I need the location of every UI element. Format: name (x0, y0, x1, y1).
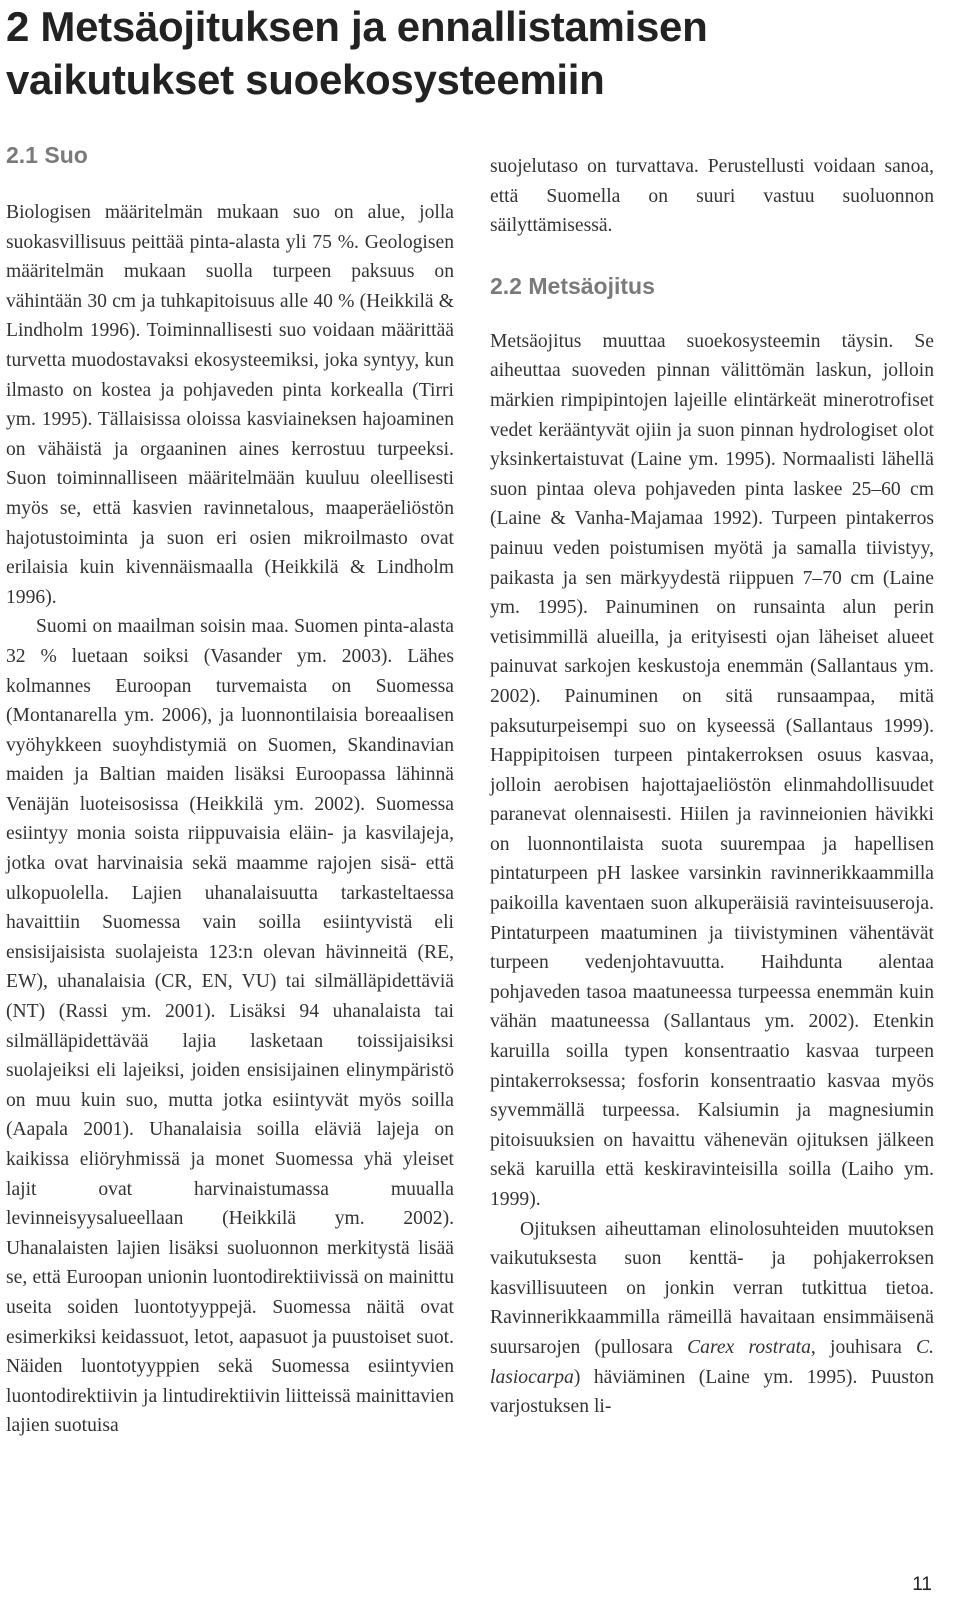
species-name: Carex rostrata (687, 1336, 811, 1358)
paragraph: suojelutaso on turvattava. Perustellusti voidaan sanoa, että Suomella on suuri vastuu suoluonnon säilyttämisessä. (490, 156, 934, 237)
text-span: , jouhisara (810, 1336, 917, 1358)
text-span: Ojituksen aiheuttaman elinolosuhteiden muutoksen vaikutuksesta suon kenttä- ja pohjakerroksen kasvillisuuteen on jonkin verran tutkittua tietoa. Ravinnerikkaammilla rämeillä havaitaan ensimmäisenä suursarojen (pullosara (490, 1218, 934, 1358)
paragraph: Suomi on maailman soisin maa. Suomen pinta-alasta 32 % luetaan soiksi (Vasander ym. 2003). Lähes kolmannes Euroopan turvemaista on Suomessa (Montanarella ym. 2006), ja luonnontilaisia boreaalisen vyöhykkeen suoyhdistymiä on Suomen, Skandinavian maiden ja Baltian maiden lisäksi Euroopassa lähinnä Venäjän luoteisosissa (Heikkilä ym. 2002). Suomessa esiintyy monia soista riippuvaisia eläin- ja kasvilajeja, jotka ovat harvinaisia sekä maamme rajojen sisä- että ulkopuolella. Lajien uhanalaisuutta tarkasteltaessa havaittiin Suomessa vain soilla esiintyvistä eli ensisijaisista suolajeista 123:n olevan hävinneitä (RE, EW), uhanalaisia (CR, EN, VU) tai silmälläpidettäviä (NT) (Rassi ym. 2001). Lisäksi 94 uhanalaista tai silmälläpidettävää lajia lasketaan toissijaisiksi suolajeiksi eli lajeiksi, joiden ensisijainen elinympäristö on muu kuin suo, mutta jotka esiintyvät myös soilla (Aapala 2001). Uhanalaisia soilla eläviä lajeja on kaikissa eliöryhmissä ja monet Suomessa yhä yleiset lajit ovat harvinaistumassa muualla levinneisyysalueellaan (Heikkilä ym. 2002). Uhanalaisten lajien lisäksi suoluonnon merkitystä lisää se, että Euroopan unionin luontodirektiivissä on mainittu useita soiden luontotyyppejä. Suomessa näitä ovat esimerkiksi keidassuot, letot, aapasuot ja puustoiset suot. Näiden luontotyyppien sekä Suomessa esiintyvien luontodirektiivin ja lintudirektiivin liitteissä mainittavien lajien suotuisa (6, 616, 454, 1437)
page-number: 11 (912, 1574, 932, 1595)
right-column (490, 152, 934, 1422)
left-column (6, 140, 454, 1441)
paragraph: Biologisen määritelmän mukaan suo on alue, jolla suokasvillisuus peittää pinta-alasta yli 75 %. Geologisen määritelmän mukaan suolla turpeen paksuus on vähintään 30 cm ja tuhkapitoisuus alle 40 % (Heikkilä & Lindholm 1996). Toiminnallisesti suo voidaan määrittää turvetta muodostavaksi ekosysteemiksi, joka syntyy, kun ilmasto on kostea ja pohjaveden pinta korkealla (Tirri ym. 1995). Tällaisissa oloissa kasviaineksen hajoaminen on vähäistä ja orgaaninen aines kerrostuu turpeeksi. Suon toiminnalliseen määritelmään kuuluu oleellisesti myös se, että kasvien ravinnetalous, maaperäeliöstön hajotustoiminta ja suon eri osien mikroilmasto ovat erilaisia kuin kivennäismaalla (Heikkilä & Lindholm 1996). (6, 202, 454, 608)
text-span: ) häviäminen (Laine ym. 1995). Puuston varjostuksen li- (490, 1366, 934, 1418)
species-name: C. lasiocarpa (490, 1336, 934, 1388)
section-heading-metsaojitus: 2.2 Metsäojitus (490, 272, 655, 299)
paragraph (490, 1215, 934, 1422)
paragraph: Metsäojitus muuttaa suoekosysteemin täysin. Se aiheuttaa suoveden pinnan välittömän laskun, jolloin märkien rimpipintojen lajeille elintärkeät minerotrofiset vedet kerääntyvät ojiin ja suon pinnan hydrologiset olot yksinkertaistuvat (Laine ym. 1995). Normaalisti lähellä suon pintaa oleva pohjaveden pinta laskee 25–60 cm (Laine & Vanha-Majamaa 1992). Turpeen pintakerros painuu veden poistumisen myötä ja samalla tiivistyy, paikasta ja sen märkyydestä riippuen 7–70 cm (Laine ym. 1995). Painuminen on runsainta alun perin vetisimmillä alueilla, ja erityisesti ojan läheiset alueet painuvat sarkojen keskustoja enemmän (Sallantaus ym. 2002). Painuminen on sitä runsaampaa, mitä paksuturpeisempi suo on kyseessä (Sallantaus 1999). Happipitoisen turpeen pintakerroksen osuus kasvaa, jolloin aerobisen hajottajaeliöstön elinmahdollisuudet paranevat olennaisesti. Hiilen ja ravinneionien hävikki on luonnontilaista suota suurempaa ja hapellisen pintaturpeen pH laskee varsinkin ravinnerikkaammilla paikoilla kaventaen suon alkuperäisiä ravinteisuuseroja. Pintaturpeen maatuminen ja tiivistyminen vähentävät turpeen vedenjohtavuutta. Haihdunta alentaa pohjaveden tasoa maatuneessa turpeessa enemmän kuin vähän maatuneessa (Sallantaus ym. 2002). Etenkin karuilla soilla typen konsentraatio kasvaa turpeen pintakerroksessa; fosforin konsentraatio kasvaa myös syvemmällä turpeessa. Kalsiumin ja magnesiumin pitoisuuksien on havaittu vähenevän ojituksen jälkeen sekä karuilla että keskiravinteisilla soilla (Laiho ym. 1999). (490, 330, 934, 1210)
section-heading-suo: 2.1 Suo (6, 142, 88, 168)
chapter-title: 2 Metsäojituksen ja ennallistamisen vaikutukset suoekosysteemiin (6, 3, 708, 103)
